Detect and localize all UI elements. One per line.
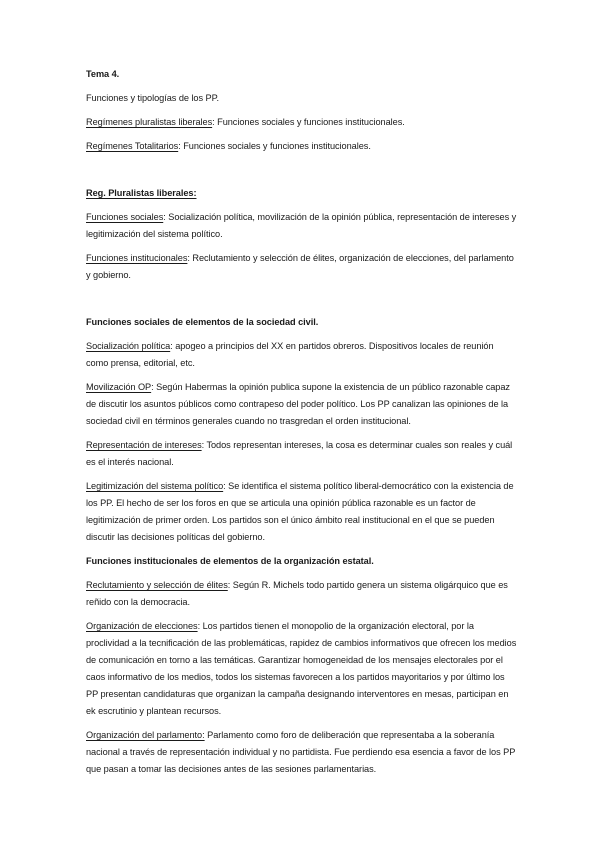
intro-totalitarios <box>86 138 518 155</box>
paragraph-label: Representación de intereses <box>86 440 202 450</box>
paragraph-label: Reclutamiento y selección de élites <box>86 580 228 590</box>
intro-line: Funciones y tipologías de los PP. <box>86 93 220 103</box>
paragraph-label: Funciones institucionales <box>86 253 188 263</box>
paragraph-label: Socialización política <box>86 341 171 351</box>
section-heading-sociales: Funciones sociales de elementos de la sociedad civil. <box>86 317 319 327</box>
paragraph-legitimizacion <box>86 478 518 546</box>
paragraph-representacion <box>86 437 518 471</box>
document-title: Tema 4. <box>86 69 120 79</box>
paragraph-socializacion <box>86 338 518 372</box>
paragraph-text: : Según Habermas la opinión publica supone la existencia de un público razonable capaz de discutir los asuntos públicos como contrapeso del poder político. Los PP canalizan las opiniones de la sociedad civil en términos generales cuando no trasgredan el orden institucional. <box>86 382 510 426</box>
section-heading-institucionales: Funciones institucionales de elementos de la organización estatal. <box>86 556 374 566</box>
section-heading-pluralistas: Reg. Pluralistas liberales: <box>86 188 197 198</box>
intro-pluralistas-label: Regímenes pluralistas liberales <box>86 117 213 127</box>
intro-pluralistas-text: : Funciones sociales y funciones institucionales. <box>212 117 405 127</box>
paragraph-text: Parlamento como foro de deliberación que representaba a la soberanía nacional a través de representación individual y no partidista. Fue perdiendo esa esencia a favor de los PP que pasan a tomar las decisiones antes de las sesiones parlamentarias. <box>86 730 516 774</box>
document-page <box>86 66 518 778</box>
paragraph-label: Organización de elecciones <box>86 621 198 631</box>
paragraph-text: : Socialización política, movilización de la opinión pública, representación de intereses y legitimización del sistema político. <box>86 212 517 239</box>
paragraph-label: Organización del parlamento: <box>86 730 205 740</box>
paragraph-text: : Reclutamiento y selección de élites, organización de elecciones, del parlamento y gobierno. <box>86 253 514 280</box>
paragraph-label: Movilización OP <box>86 382 152 392</box>
paragraph-text: : Todos representan intereses, la cosa es determinar cuales son reales y cuál es el interés nacional. <box>86 440 513 467</box>
paragraph-reclutamiento <box>86 577 518 611</box>
paragraph-movilizacion <box>86 379 518 430</box>
paragraph-text: : Según R. Michels todo partido genera un sistema oligárquico que es reñido con la democracia. <box>86 580 508 607</box>
paragraph-text: : Se identifica el sistema político liberal-democrático con la existencia de los PP. El hecho de ser los foros en que se articula una opinión pública razonable es un factor de legitimización de primer orden. Los partidos son el único ámbito real institucional en el que se pueden discutir las decisiones políticas del gobierno. <box>86 481 514 542</box>
intro-totalitarios-text: : Funciones sociales y funciones institucionales. <box>178 141 371 151</box>
intro-pluralistas <box>86 114 518 131</box>
paragraph-funciones-institucionales <box>86 250 518 284</box>
paragraph-label: Funciones sociales <box>86 212 164 222</box>
paragraph-funciones-sociales <box>86 209 518 243</box>
intro-totalitarios-label: Regímenes Totalitarios <box>86 141 179 151</box>
paragraph-parlamento <box>86 727 518 778</box>
paragraph-elecciones <box>86 618 518 720</box>
paragraph-text: : apogeo a principios del XX en partidos obreros. Dispositivos locales de reunión como prensa, editorial, etc. <box>86 341 494 368</box>
paragraph-text: : Los partidos tienen el monopolio de la organización electoral, por la proclividad a la tecnificación de las problemáticas, rapidez de cambios informativos que ofrecen los medios de comunicación en torno a las temáticas. Garantizar homogeneidad de los mensajes electorales por el caos informativo de los medios, todos los sistemas favorecen a los partidos mayoritarios y por último los PP presentan candidaturas que organizan la campaña designando interventores en mesas, participan en ek escrutinio y plantean recursos. <box>86 621 517 716</box>
paragraph-label: Legitimización del sistema político <box>86 481 224 491</box>
